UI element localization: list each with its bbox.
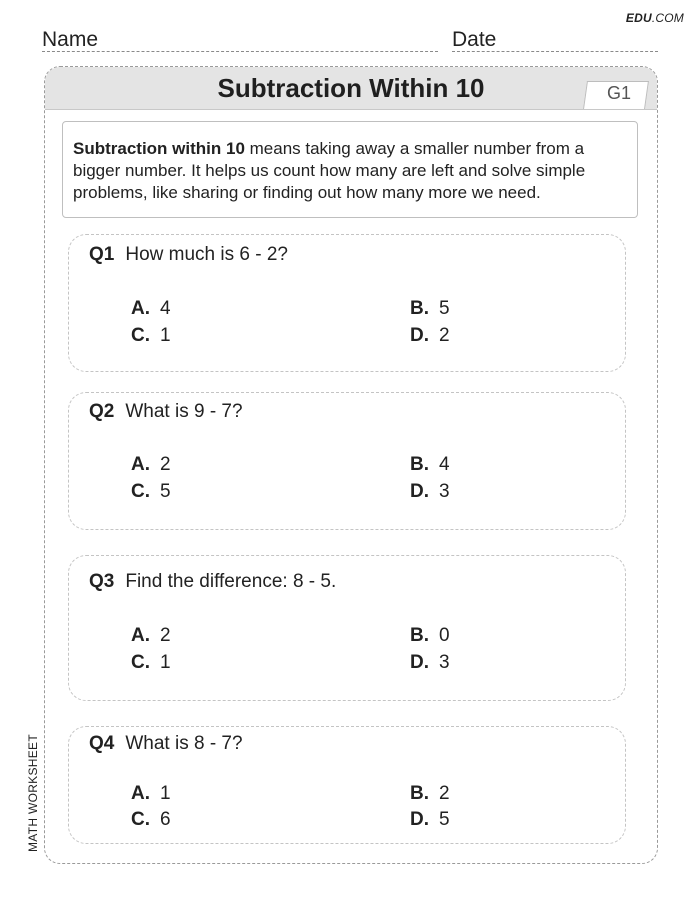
brand-logo bbox=[626, 11, 684, 25]
grade-label: G1 bbox=[606, 83, 631, 103]
date-field[interactable] bbox=[452, 51, 658, 52]
option-q4-c[interactable]: C. 6 bbox=[131, 809, 171, 830]
page-title: Subtraction Within 10 bbox=[217, 73, 485, 103]
option-q1-a[interactable]: A. 4 bbox=[131, 298, 171, 319]
option-q4-d[interactable]: D. 5 bbox=[410, 809, 450, 830]
question-text: What is 9 - 7? bbox=[125, 401, 243, 422]
question-q1 bbox=[89, 244, 288, 266]
option-q4-a[interactable]: A. 1 bbox=[131, 783, 171, 804]
option-q3-c[interactable]: C. 1 bbox=[131, 652, 171, 673]
name-field[interactable] bbox=[42, 51, 438, 52]
option-q3-b[interactable]: B. 0 bbox=[410, 625, 450, 646]
question-text: How much is 6 - 2? bbox=[125, 244, 288, 265]
option-q2-b[interactable]: B. 4 bbox=[410, 454, 450, 475]
option-q1-d[interactable]: D. 2 bbox=[410, 325, 450, 346]
question-q3 bbox=[89, 571, 336, 593]
question-number: Q2 bbox=[89, 401, 115, 422]
option-q4-b[interactable]: B. 2 bbox=[410, 783, 450, 804]
option-q2-d[interactable]: D. 3 bbox=[410, 481, 450, 502]
question-number: Q3 bbox=[89, 571, 115, 592]
question-number: Q1 bbox=[89, 244, 115, 265]
intro-lead: Subtraction within 10 bbox=[73, 139, 245, 158]
brand-logo-bold: EDU bbox=[625, 11, 652, 25]
date-label: Date bbox=[452, 28, 497, 51]
question-text: What is 8 - 7? bbox=[125, 733, 243, 754]
option-q2-c[interactable]: C. 5 bbox=[131, 481, 171, 502]
side-label: MATH WORKSHEET bbox=[26, 734, 40, 852]
option-q3-a[interactable]: A. 2 bbox=[131, 625, 171, 646]
question-q4 bbox=[89, 733, 243, 755]
question-q2 bbox=[89, 401, 243, 423]
name-label: Name bbox=[42, 28, 99, 51]
option-q1-c[interactable]: C. 1 bbox=[131, 325, 171, 346]
question-text: Find the difference: 8 - 5. bbox=[125, 571, 337, 592]
intro-text: means taking away a smaller number from a bigger number. It helps us count how many are left and solve simple problems, like sharing or finding out how many more we need. bbox=[73, 139, 586, 202]
question-number: Q4 bbox=[89, 733, 115, 754]
option-q2-a[interactable]: A. 2 bbox=[131, 454, 171, 475]
brand-logo-suffix: .COM bbox=[651, 11, 684, 25]
option-q3-d[interactable]: D. 3 bbox=[410, 652, 450, 673]
intro-box bbox=[62, 121, 638, 218]
option-q1-b[interactable]: B. 5 bbox=[410, 298, 450, 319]
